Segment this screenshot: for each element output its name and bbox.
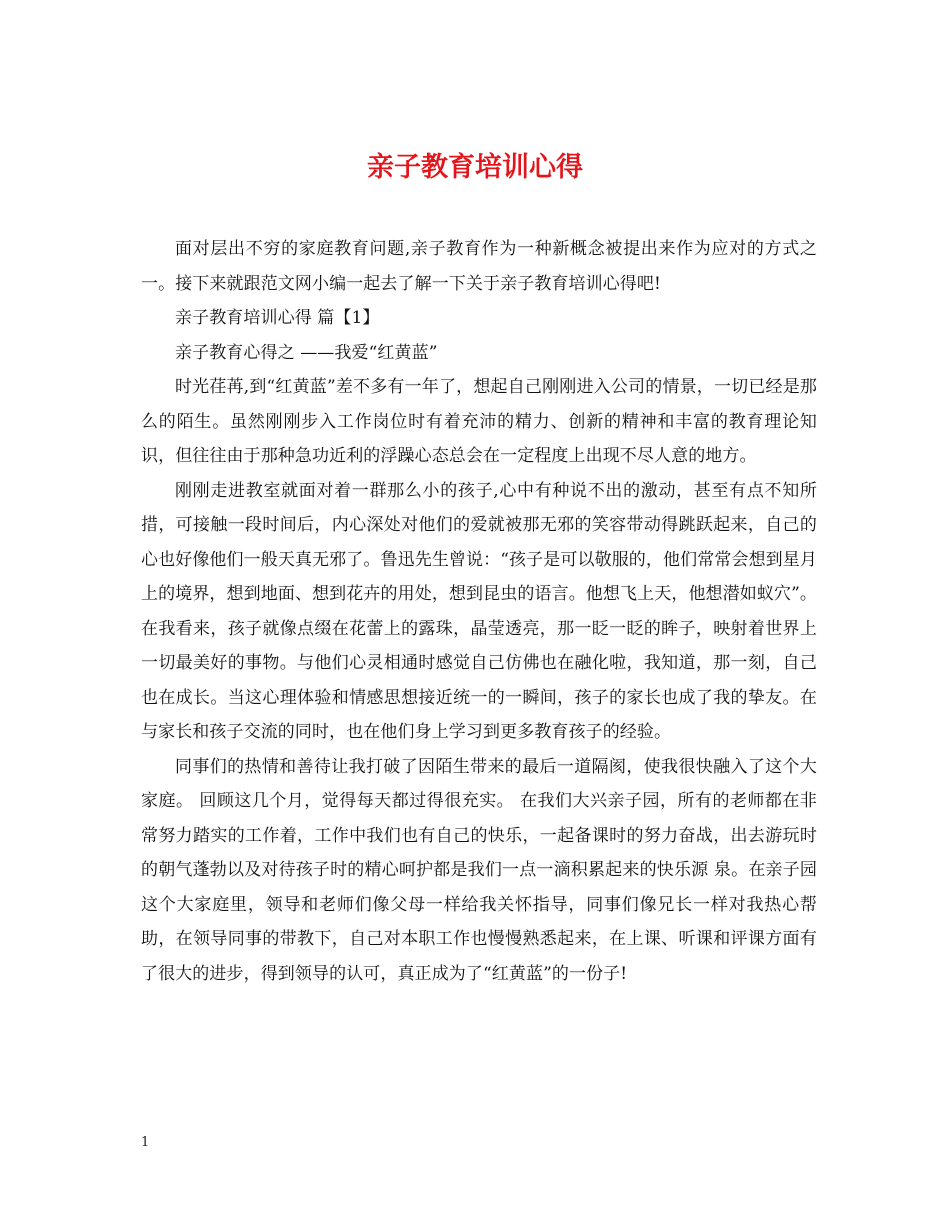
section-subheading: 亲子教育心得之 ——我爱“红黄蓝” xyxy=(175,342,438,363)
body-paragraph-3: 同事们的热情和善待让我打破了因陌生带来的最后一道隔阂，使我很快融入了这个大家庭。 回顾这几个月，觉得每天都过得很充实。 在我们大兴亲子园，所有的老师都在非常努力踏实的工作着，工作中我们也有自己的快乐，一起备课时的努力奋战，出去游玩时的朝气蓬勃以及对待孩子时的精心呵护都是我们一点一滴积累起来的快乐源 泉。在亲子园这个大家庭里，领导和老师们像父母一样给我关怀指导，同事们像兄长一样对我热心帮助，在领导同事的带教下，自己对本职工作也慢慢熟悉起来，在上课、听课和评课方面有了很大的进步，得到领导的认可，真正成为了“红黄蓝”的一份子! xyxy=(141,756,817,984)
intro-paragraph: 面对层出不穷的家庭教育问题,亲子教育作为一种新概念被提出来作为应对的方式之一。接下来就跟范文网小编一起去了解一下关于亲子教育培训心得吧! xyxy=(141,239,817,294)
page-number: 1 xyxy=(141,1135,150,1150)
document-title: 亲子教育培训心得 xyxy=(367,152,583,184)
body-paragraph-2: 刚刚走进教室就面对着一群那么小的孩子,心中有种说不出的激动，甚至有点不知所措，可接触一段时间后，内心深处对他们的爱就被那无邪的笑容带动得跳跃起来，自己的心也好像他们一般天真无邪了。鲁迅先生曾说：“孩子是可以敬服的，他们常常会想到星月上的境界，想到地面、想到花卉的用处，想到昆虫的语言。他想飞上天，他想潜如蚁穴”。在我看来，孩子就像点缀在花蕾上的露珠，晶莹透亮，那一眨一眨的眸子，映射着世界上一切最美好的事物。与他们心灵相通时感觉自己仿佛也在融化啦，我知道，那一刻，自己也在成长。当这心理体验和情感思想接近统一的一瞬间，孩子的家长也成了我的挚友。在与家长和孩子交流的同时，也在他们身上学习到更多教育孩子的经验。 xyxy=(141,480,817,742)
section-heading: 亲子教育培训心得 篇【1】 xyxy=(175,308,380,328)
document-body xyxy=(141,232,817,991)
body-paragraph-1: 时光荏苒,到“红黄蓝”差不多有一年了，想起自己刚刚进入公司的情景，一切已经是那么的陌生。虽然刚刚步入工作岗位时有着充沛的精力、创新的精神和丰富的教育理论知识，但往往由于那种急功近利的浮躁心态总会在一定程度上出现不尽人意的地方。 xyxy=(141,377,817,466)
